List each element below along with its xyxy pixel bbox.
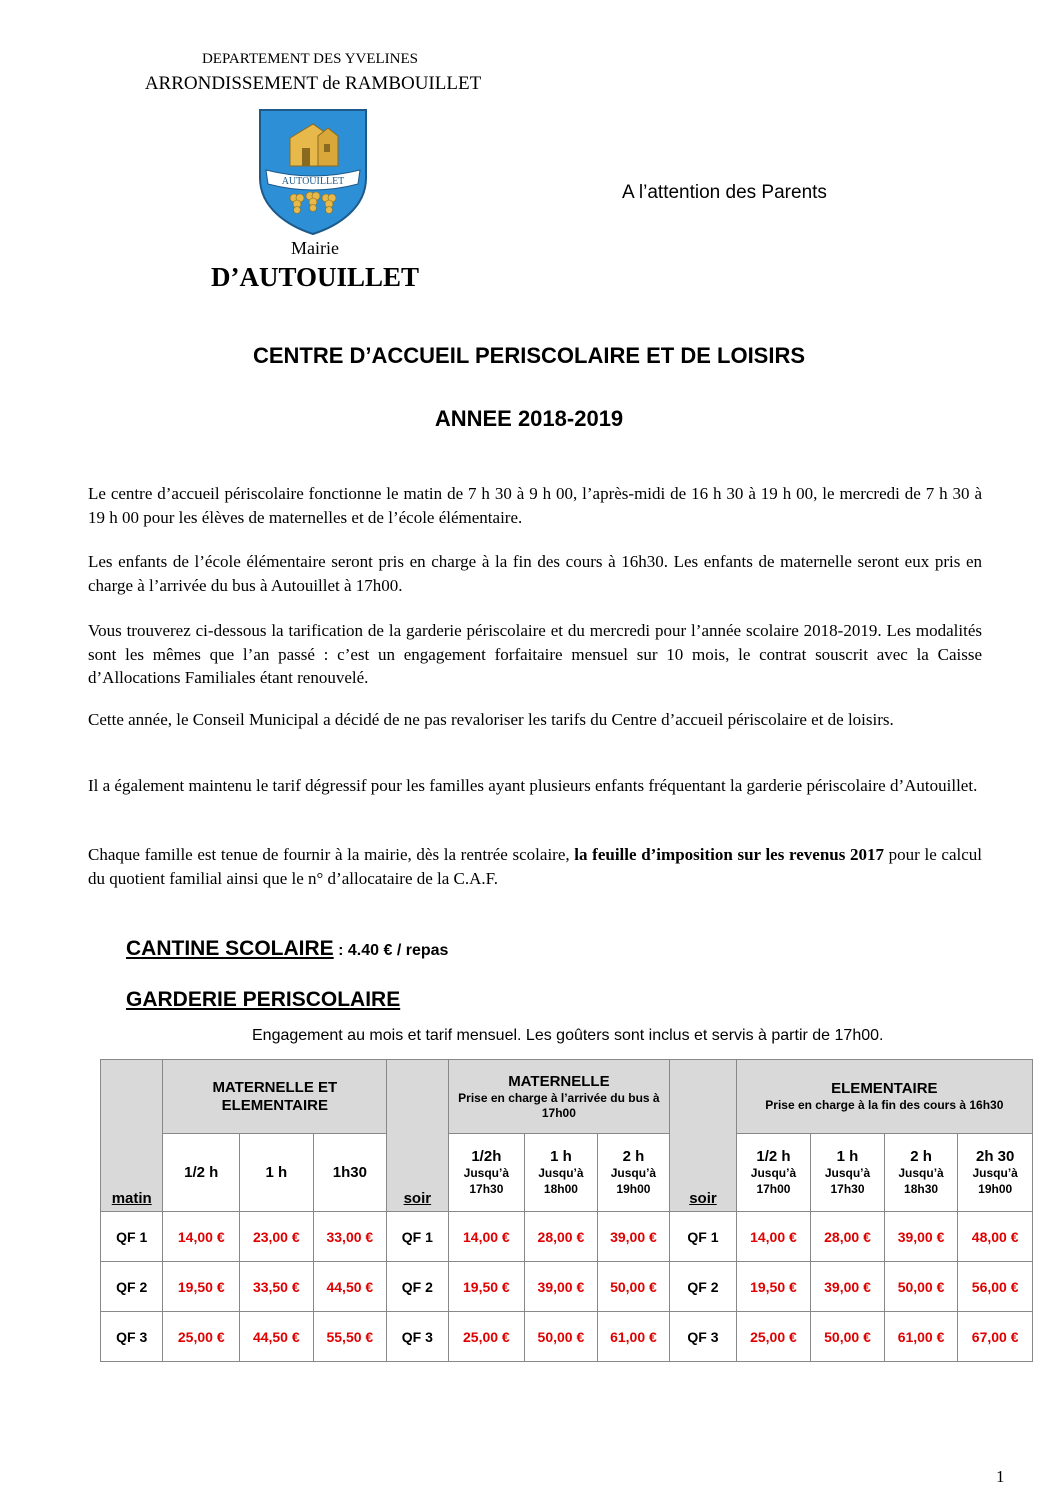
price-cell: 28,00 € (811, 1212, 885, 1262)
paragraph-pricing: Vous trouverez ci-dessous la tarification de la garderie périscolaire et du mercredi pour l’année scolaire 2018-2019. Les modalités sont les mêmes que l’an passé : c’est un engagement forfaitaire mensuel sur 10 mois, le contrat souscrit avec la Caisse d’Allocations Familiales étant renouvelé. (88, 621, 982, 687)
price-cell: 44,50 € (313, 1262, 387, 1312)
col-title: 2 h (622, 1148, 645, 1165)
svg-text:AUTOUILLET: AUTOUILLET (281, 176, 345, 187)
page-number: 1 (996, 1467, 1005, 1486)
qf-label: QF 3 (670, 1312, 736, 1362)
col-header (313, 1134, 387, 1212)
mairie-label: Mairie (291, 238, 339, 258)
col-title: 1/2h (471, 1148, 502, 1165)
price-cell: 39,00 € (597, 1212, 670, 1262)
price-cell: 50,00 € (884, 1262, 958, 1312)
group-elementaire (736, 1060, 1032, 1134)
qf-label: QF 2 (101, 1262, 163, 1312)
col-header (240, 1134, 314, 1212)
table-row (101, 1262, 1033, 1312)
col-title: 2h 30 (975, 1148, 1015, 1165)
price-cell: 55,50 € (313, 1312, 387, 1362)
col-subtitle: Jusqu’à 17h00 (750, 1166, 797, 1196)
tariff-table (100, 1059, 1033, 1362)
col-title: 1 h (550, 1148, 572, 1165)
price-cell: 33,00 € (313, 1212, 387, 1262)
col-subtitle: Jusqu’à 19h00 (972, 1166, 1018, 1196)
paragraph-pickup: Les enfants de l’école élémentaire seront pris en charge à la fin des cours à 16h30. Les enfants de maternelle seront eux pris en charge à l’arrivée du bus à Autouillet à 17h00. (88, 552, 982, 595)
price-cell: 19,50 € (448, 1262, 525, 1312)
price-cell: 39,00 € (525, 1262, 598, 1312)
group-subtitle: Prise en charge à l’arrivée du bus à 17h00 (458, 1090, 660, 1120)
price-cell: 19,50 € (163, 1262, 240, 1312)
qf-label: QF 2 (387, 1262, 448, 1312)
department-label: DEPARTEMENT DES YVELINES (201, 51, 419, 67)
qf-label: QF 1 (387, 1212, 448, 1262)
qf-label: QF 1 (670, 1212, 736, 1262)
soir-header: soir (387, 1060, 448, 1212)
group-title: ELEMENTAIRE (831, 1080, 938, 1097)
document-title: CENTRE D’ACCUEIL PERISCOLAIRE ET DE LOISIRS (252, 343, 806, 368)
price-cell: 50,00 € (597, 1262, 670, 1312)
price-cell: 25,00 € (736, 1312, 811, 1362)
group-title: MATERNELLE (508, 1072, 610, 1090)
paragraph-documents-bold: la feuille d’imposition sur les revenus 2017 (574, 845, 885, 864)
col-header (958, 1134, 1033, 1212)
col-subtitle: Jusqu’à 19h00 (610, 1166, 657, 1196)
soir-header: soir (670, 1060, 736, 1212)
price-cell: 14,00 € (448, 1212, 525, 1262)
price-cell: 39,00 € (884, 1212, 958, 1262)
price-cell: 50,00 € (811, 1312, 885, 1362)
col-subtitle: Jusqu’à 18h00 (538, 1166, 584, 1196)
price-cell: 48,00 € (958, 1212, 1033, 1262)
col-title: 1 h (836, 1148, 859, 1165)
garderie-note: Engagement au mois et tarif mensuel. Les goûters sont inclus et servis à partir de 17h00. (252, 1027, 884, 1044)
group-maternelle (448, 1060, 670, 1134)
matin-header: matin (101, 1060, 163, 1212)
price-cell: 67,00 € (958, 1312, 1033, 1362)
col-header (811, 1134, 885, 1212)
town-crest-logo (258, 108, 368, 236)
garderie-heading: GARDERIE PERISCOLAIRE (126, 988, 401, 1011)
price-cell: 14,00 € (163, 1212, 240, 1262)
qf-label: QF 2 (670, 1262, 736, 1312)
price-cell: 23,00 € (240, 1212, 314, 1262)
col-subtitle: Jusqu’à 17h30 (463, 1166, 510, 1196)
col-subtitle: Jusqu’à 17h30 (824, 1166, 871, 1196)
col-subtitle: Jusqu’à 18h30 (898, 1166, 944, 1196)
group-title: MATERNELLE ET ELEMENTAIRE (212, 1078, 338, 1114)
col-header (597, 1134, 670, 1212)
col-header (736, 1134, 811, 1212)
school-year: ANNEE 2018-2019 (434, 406, 624, 431)
paragraph-hours: Le centre d’accueil périscolaire fonctionne le matin de 7 h 30 à 9 h 00, l’après-midi de 16 h 30 à 19 h 00, le mercredi de 7 h 30 à 19 h 00 pour les élèves de maternelles et de l’école élémentaire. (88, 484, 982, 527)
col-title: 1 h (265, 1164, 288, 1181)
cantine-heading (126, 937, 448, 961)
col-title: 1/2 h (756, 1148, 791, 1165)
town-name: D’AUTOUILLET (210, 262, 420, 292)
arrondissement-label: ARRONDISSEMENT de RAMBOUILLET (144, 73, 482, 94)
price-cell: 50,00 € (525, 1312, 598, 1362)
col-header (525, 1134, 598, 1212)
price-cell: 28,00 € (525, 1212, 598, 1262)
col-title: 2 h (910, 1148, 932, 1165)
paragraph-documents-pre: Chaque famille est tenue de fournir à la mairie, dès la rentrée scolaire, (88, 845, 575, 864)
price-cell: 39,00 € (811, 1262, 885, 1312)
qf-label: QF 3 (387, 1312, 448, 1362)
qf-label: QF 1 (101, 1212, 163, 1262)
col-header (163, 1134, 240, 1212)
paragraph-documents-post: pour le calcul du quotient familial ainsi que le n° d’allocataire de la C.A.F. (88, 845, 983, 888)
price-cell: 56,00 € (958, 1262, 1033, 1312)
paragraph-documents (88, 843, 982, 890)
col-header (884, 1134, 958, 1212)
qf-label: QF 3 (101, 1312, 163, 1362)
col-title: 1/2 h (184, 1164, 219, 1181)
paragraph-degressive: Il a également maintenu le tarif dégressif pour les familles ayant plusieurs enfants fréquentant la garderie périscolaire d’Autouillet. (88, 776, 978, 795)
group-subtitle: Prise en charge à la fin des cours à 16h30 (765, 1098, 1004, 1112)
col-title: 1h30 (332, 1164, 367, 1181)
price-cell: 33,50 € (240, 1262, 314, 1312)
price-cell: 25,00 € (163, 1312, 240, 1362)
price-cell: 19,50 € (736, 1262, 811, 1312)
cantine-label: CANTINE SCOLAIRE (126, 937, 334, 960)
table-row (101, 1212, 1033, 1262)
cantine-price: : 4.40 € / repas (333, 942, 449, 959)
price-cell: 14,00 € (736, 1212, 811, 1262)
table-row (101, 1312, 1033, 1362)
col-header (448, 1134, 525, 1212)
price-cell: 44,50 € (240, 1312, 314, 1362)
paragraph-council: Cette année, le Conseil Municipal a décidé de ne pas revaloriser les tarifs du Centre d’accueil périscolaire et de loisirs. (88, 710, 894, 729)
group-maternelle-elementaire (163, 1060, 387, 1134)
attention-note: A l’attention des Parents (622, 182, 827, 203)
price-cell: 25,00 € (448, 1312, 525, 1362)
price-cell: 61,00 € (884, 1312, 958, 1362)
price-cell: 61,00 € (597, 1312, 670, 1362)
